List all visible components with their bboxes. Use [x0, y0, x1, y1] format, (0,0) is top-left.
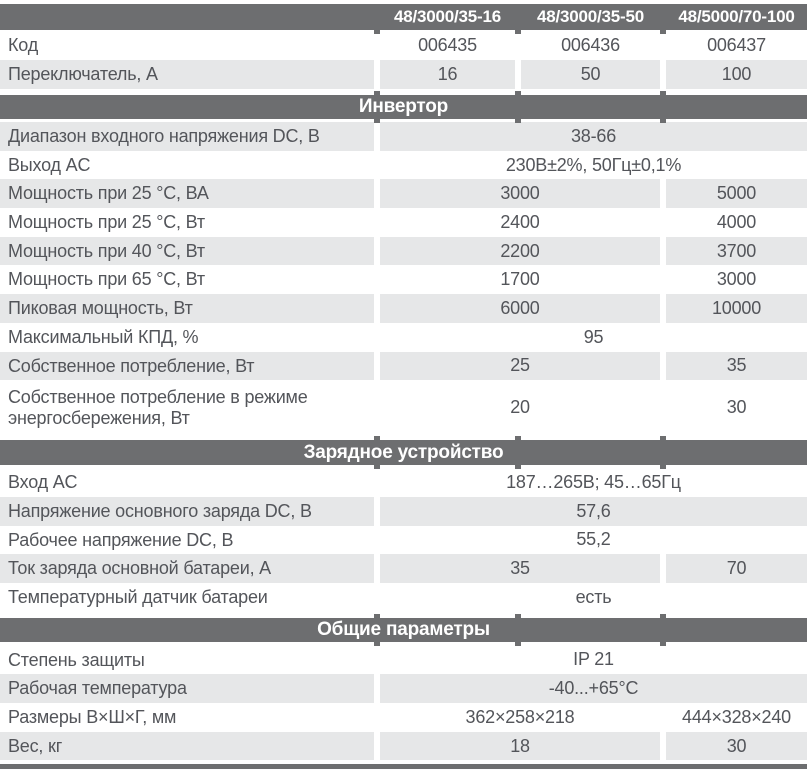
model-header-bar — [0, 4, 807, 30]
table-row-self-consumption — [0, 352, 807, 381]
separator-tooth — [660, 436, 666, 440]
value-cell: 362×258×218 — [465, 706, 575, 727]
column-header-model-2: 48/3000/35-50 — [536, 7, 645, 26]
value-cell: 187…265В; 45…65Гц — [506, 472, 681, 493]
separator-tooth — [515, 465, 521, 469]
table-row-charge-current — [0, 554, 807, 583]
value-cell: 50 — [521, 60, 660, 89]
separator-tooth — [660, 119, 666, 123]
row-label: Мощность при 25 °C, ВА — [0, 179, 374, 208]
value-cell: IP 21 — [573, 649, 614, 670]
value-cell: 3700 — [666, 237, 807, 266]
section-title: Общие параметры — [317, 618, 490, 640]
column-header-model-1: 48/3000/35-16 — [393, 7, 502, 26]
separator-tooth — [515, 642, 521, 646]
row-label: Мощность при 65 °C, Вт — [8, 269, 205, 290]
section-title: Инвертор — [358, 96, 449, 117]
table-row-peak-power — [0, 294, 807, 323]
value-cell: 3000 — [716, 269, 757, 290]
separator-tooth — [660, 91, 666, 95]
row-label: Ток заряда основной батареи, А — [0, 554, 374, 583]
separator-tooth — [374, 30, 380, 34]
table-row-dimensions — [0, 703, 807, 732]
row-label: Температурный датчик батареи — [8, 586, 268, 607]
value-cell: 95 — [583, 326, 604, 347]
table-row-operating-temp — [0, 674, 807, 703]
row-label: Пиковая мощность, Вт — [0, 294, 374, 323]
value-cell: 6000 — [380, 294, 660, 323]
value-cell: 2200 — [380, 237, 660, 266]
row-label: Вес, кг — [0, 732, 374, 761]
value-cell: -40...+65°С — [380, 674, 807, 703]
row-label: Мощность при 25 °C, Вт — [8, 212, 205, 233]
table-row-weight — [0, 732, 807, 761]
separator-tooth — [515, 91, 521, 95]
bottom-border-strip — [0, 764, 807, 769]
section-header-inverter — [0, 95, 807, 119]
separator-tooth — [660, 30, 666, 34]
table-row-power-65-w — [0, 265, 807, 294]
table-row-charge-voltage — [0, 497, 807, 526]
value-cell: 2400 — [500, 211, 540, 232]
table-row-ac-output — [0, 151, 807, 180]
separator-tooth — [374, 614, 380, 618]
separator-tooth — [374, 465, 380, 469]
row-label: Диапазон входного напряжения DC, В — [0, 122, 374, 151]
value-cell: 30 — [666, 732, 807, 761]
value-cell: 57,6 — [380, 497, 807, 526]
table-row-protection — [0, 646, 807, 675]
value-cell: 35 — [380, 554, 660, 583]
value-cell: 1700 — [500, 269, 540, 290]
value-cell: 006437 — [707, 34, 766, 55]
value-cell: 5000 — [666, 179, 807, 208]
row-label: Код — [8, 34, 39, 55]
table-row-self-consumption-eco — [0, 380, 807, 435]
value-cell: 35 — [666, 352, 807, 381]
value-cell: есть — [575, 586, 612, 607]
separator-tooth — [515, 30, 521, 34]
value-cell: 25 — [380, 352, 660, 381]
table-row-float-voltage — [0, 526, 807, 555]
value-cell: 10000 — [666, 294, 807, 323]
table-row-power-25-va — [0, 179, 807, 208]
value-cell: 38-66 — [380, 122, 807, 151]
row-label: Собственное потребление, Вт — [0, 352, 374, 381]
table-row-power-25-w — [0, 208, 807, 237]
table-row-max-efficiency — [0, 323, 807, 352]
value-cell: 55,2 — [576, 529, 611, 550]
row-label: Рабочая температура — [0, 674, 374, 703]
row-label: Собственное потребление в режиме энергосбережения, Вт — [8, 387, 308, 428]
table-row-ac-input — [0, 468, 807, 497]
value-cell: 444×328×240 — [682, 706, 791, 727]
row-label: Выход AC — [8, 154, 91, 175]
row-label: Рабочее напряжение DC, В — [8, 529, 234, 550]
row-label: Степень защиты — [8, 649, 145, 670]
value-cell: 20 — [510, 397, 530, 418]
separator-tooth — [374, 436, 380, 440]
value-cell: 006436 — [561, 34, 620, 55]
value-cell: 18 — [380, 732, 660, 761]
separator-tooth — [660, 465, 666, 469]
section-title: Зарядное устройство — [303, 441, 504, 463]
value-cell: 006435 — [418, 34, 477, 55]
value-cell: 4000 — [716, 211, 757, 232]
value-cell: 30 — [726, 397, 747, 418]
section-header-charger — [0, 440, 807, 465]
separator-tooth — [515, 119, 521, 123]
column-header-model-3: 48/5000/70-100 — [678, 7, 795, 26]
value-cell: 3000 — [380, 179, 660, 208]
row-label: Мощность при 40 °C, Вт — [0, 237, 374, 266]
row-label: Переключатель, А — [0, 60, 374, 89]
table-row-dc-input-range — [0, 122, 807, 151]
row-label: Максимальный КПД, % — [8, 326, 199, 347]
separator-tooth — [374, 642, 380, 646]
table-row-power-40-w — [0, 237, 807, 266]
section-header-general — [0, 618, 807, 642]
value-cell: 100 — [666, 60, 807, 89]
separator-tooth — [515, 436, 521, 440]
table-row-code — [0, 30, 807, 60]
separator-tooth — [374, 119, 380, 123]
table-row-battery-temp-sensor — [0, 583, 807, 612]
separator-tooth — [660, 614, 666, 618]
value-cell: 230В±2%, 50Гц±0,1% — [505, 154, 682, 175]
table-row-breaker — [0, 60, 807, 89]
value-cell: 70 — [666, 554, 807, 583]
separator-tooth — [515, 614, 521, 618]
header-spacer — [0, 4, 380, 30]
separator-tooth — [660, 642, 666, 646]
row-label: Размеры В×Ш×Г, мм — [8, 707, 177, 727]
separator-tooth — [374, 91, 380, 95]
row-label: Напряжение основного заряда DC, В — [0, 497, 374, 526]
row-label: Вход AC — [8, 472, 78, 493]
value-cell: 16 — [380, 60, 515, 89]
